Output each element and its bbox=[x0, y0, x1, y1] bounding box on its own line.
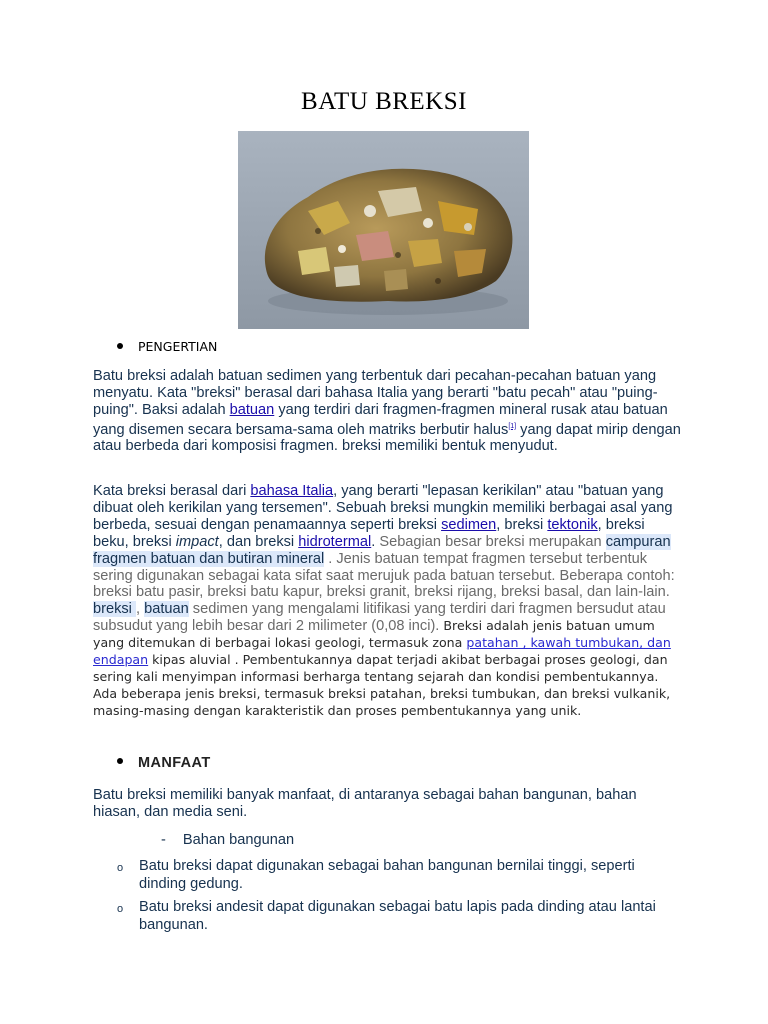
bullet-dot-icon bbox=[117, 758, 123, 764]
document-page: BATU BREKSI PENGERTIAN Batu breksi adalah batuan sedimen yang terbentuk dari pecahan-pecahan batuan yang menyatu. Kata "breksi" berasal dari bahasa Italia yang berarti "batu pecah" atau "puing-puing". Baksi adalah batuan yang terdiri dari fragmen-fragmen mineral rusak atau batuan yang disemen secara bersama-sama oleh matriks berbutir halus[1] yang dapat mirip dengan atau berbeda dari komposisi fragmen. breksi memiliki bentuk menyudut. Kata breksi berasal dari bahasa Italia, yang berarti "lepasan kerikilan" atau "batuan yang dibuat oleh kerikilan yang tersemen". Sebuah breksi mungkin memiliki berbagai asal yang berbeda, sesuai dengan penamaannya seperti breksi sedimen, breksi tektonik, breksi beku, breksi impact, dan breksi hidrotermal. Sebagian besar breksi merupakan campuran fragmen batuan dan butiran mineral . Jenis batuan tempat fragmen tersebut terbentuk sering digunakan sebagai kata sifat saat merujuk pada batuan tersebut. Beberapa contoh: breksi batu pasir, breksi batu kapur, breksi granit, breksi rijang, breksi basal, dan lain-lain. breksi , batuan sedimen yang mengalami litifikasi yang terdiri dari fragmen bersudut atau subsudut yang lebih besar dari 2 milimeter (0,08 inci). Breksi adalah jenis batuan umum yang ditemukan di berbagai lokasi geologi, termasuk zona patahan , kawah tumbukan, dan endapan kipas aluvial . Pembentukannya dapat terjadi akibat berbagai proses geologi, dan sering kali menyimpan informasi berharga tentang sejarah dan kondisi pembentukannya. Ada beberapa jenis breksi, termasuk breksi patahan, breksi tumbukan, dan breksi vulkanik, masing-masing dengan karakteristik dan proses pembentukannya yang unik. MANFAAT Batu breksi memiliki banyak manfaat, di antaranya sebagai bahan bangunan, bahan hiasan, dan media seni. - Bahan bangunan o Batu breksi dapat digunakan sebagai bahan bangunan bernilai tinggi, seperti dinding gedung. o Batu breksi andesit dapat digunakan sebagai batu lapis pada dinding atau lantai bangunan. bbox=[0, 0, 768, 1024]
section-heading-manfaat: MANFAAT bbox=[117, 755, 211, 771]
citation-link[interactable]: [1] bbox=[508, 422, 517, 430]
link-patahan[interactable]: patahan , kawah tumbukan, dan endapan bbox=[93, 635, 671, 668]
list-item-bahan-bangunan: - Bahan bangunan bbox=[161, 832, 295, 848]
paragraph-definition: Batu breksi adalah batuan sedimen yang terbentuk dari pecahan-pecahan batuan yang menyatu. Kata "breksi" berasal dari bahasa Italia yang berarti "batu pecah" atau "puing-puing". Baksi adalah batuan yang terdiri dari fragmen-fragmen mineral rusak atau batuan yang disemen secara bersama-sama oleh matriks berbutir halus[1] yang dapat mirip dengan atau berbeda dari komposisi fragmen. breksi memiliki bentuk menyudut. bbox=[93, 368, 681, 455]
circle-bullet-icon: o bbox=[117, 903, 124, 915]
bullet-dot-icon bbox=[117, 343, 123, 349]
link-hidrotermal[interactable]: hidrotermal bbox=[298, 533, 372, 550]
paragraph-manfaat: Batu breksi memiliki banyak manfaat, di antaranya sebagai bahan bangunan, bahan hiasan, dan media seni. bbox=[93, 787, 637, 820]
breccia-rock-photo bbox=[238, 131, 529, 329]
link-batuan[interactable]: batuan bbox=[229, 401, 275, 418]
page-title: BATU BREKSI bbox=[301, 88, 467, 115]
paragraph-etymology: Kata breksi berasal dari bahasa Italia, yang berarti "lepasan kerikilan" atau "batuan yang dibuat oleh kerikilan yang tersemen". Sebuah breksi mungkin memiliki berbagai asal yang berbeda, sesuai dengan penamaannya seperti breksi sedimen, breksi tektonik, breksi beku, breksi impact, dan breksi hidrotermal. Sebagian besar breksi merupakan campuran fragmen batuan dan butiran mineral . Jenis batuan tempat fragmen tersebut terbentuk sering digunakan sebagai kata sifat saat merujuk pada batuan tersebut. Beberapa contoh: breksi batu pasir, breksi batu kapur, breksi granit, breksi rijang, breksi basal, dan lain-lain. breksi , batuan sedimen yang mengalami litifikasi yang terdiri dari fragmen bersudut atau subsudut yang lebih besar dari 2 milimeter (0,08 inci). Breksi adalah jenis batuan umum yang ditemukan di berbagai lokasi geologi, termasuk zona patahan , kawah tumbukan, dan endapan kipas aluvial . Pembentukannya dapat terjadi akibat berbagai proses geologi, dan sering kali menyimpan informasi berharga tentang sejarah dan kondisi pembentukannya. Ada beberapa jenis breksi, termasuk breksi patahan, breksi tumbukan, dan breksi vulkanik, masing-masing dengan karakteristik dan proses pembentukannya yang unik. bbox=[93, 483, 675, 718]
highlight-breksi: breksi bbox=[93, 601, 136, 618]
link-tektonik[interactable]: tektonik bbox=[547, 516, 598, 533]
circle-bullet-icon: o bbox=[117, 862, 124, 874]
link-bahasa-italia[interactable]: bahasa Italia bbox=[250, 483, 334, 499]
highlight-batuan: batuan bbox=[144, 601, 189, 618]
section-heading-pengertian: PENGERTIAN bbox=[117, 339, 217, 354]
highlight-campuran: campuran fragmen batuan dan butiran mineral bbox=[93, 533, 671, 567]
link-sedimen[interactable]: sedimen bbox=[441, 516, 497, 533]
